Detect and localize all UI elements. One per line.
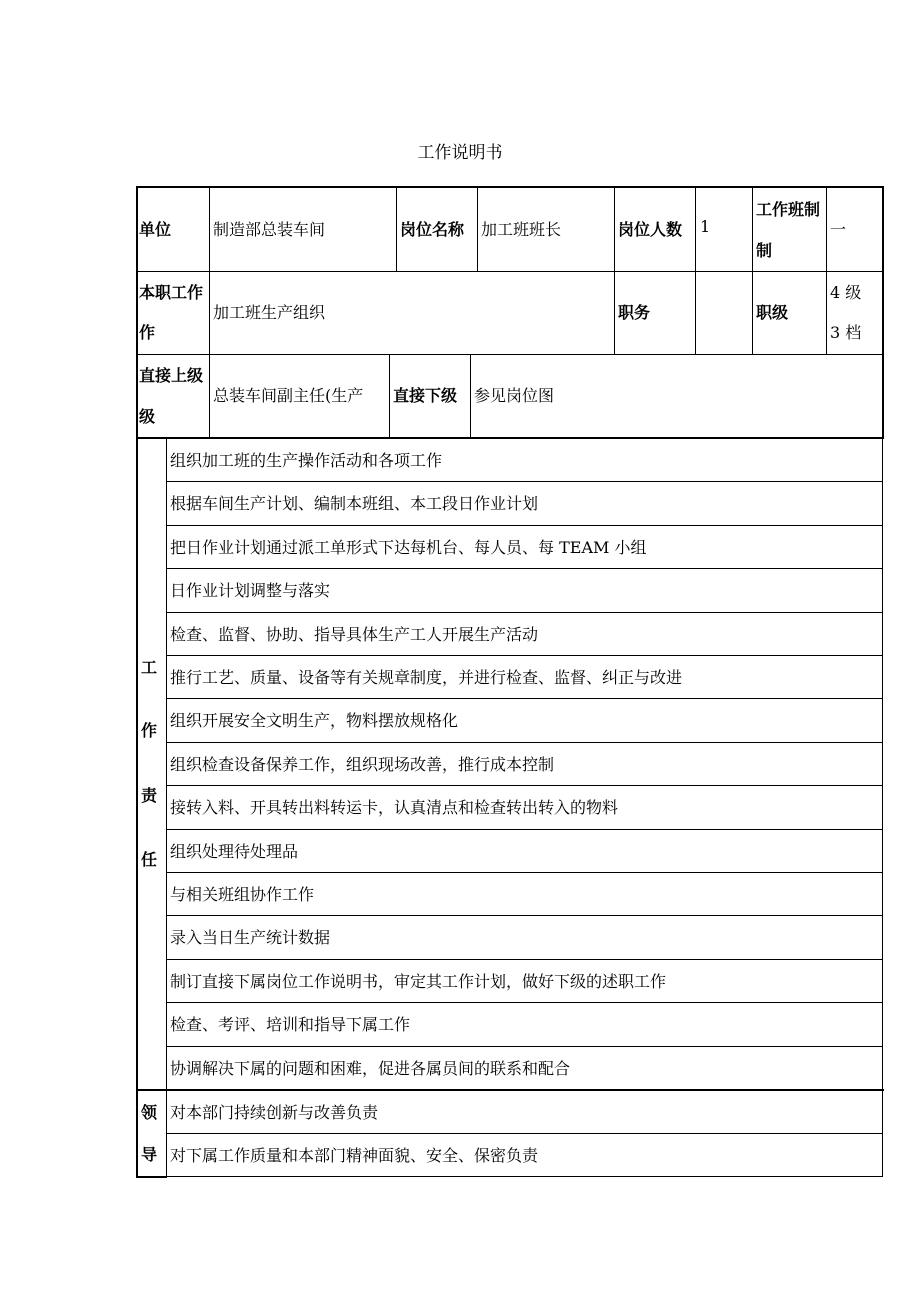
responsibility-text: 组织开展安全文明生产，物料摆放规格化 bbox=[170, 711, 459, 730]
superior-label: 直接上级 bbox=[139, 366, 204, 385]
row-divider bbox=[167, 872, 883, 873]
responsibility-item bbox=[166, 785, 882, 828]
responsibility-text: 把日作业计划通过派工单形式下达每机台、每人员、每 TEAM 小组 bbox=[170, 538, 647, 557]
position-name-value: 加工班班长 bbox=[481, 220, 562, 239]
row-divider bbox=[167, 915, 883, 916]
shift-label: 工作班制 bbox=[756, 200, 821, 219]
grade-value-tier: 3 档 bbox=[830, 323, 862, 342]
responsibility-item bbox=[166, 1002, 882, 1045]
responsibility-text: 录入当日生产统计数据 bbox=[170, 928, 331, 947]
row-divider bbox=[167, 698, 883, 699]
unit-value: 制造部总装车间 bbox=[213, 220, 326, 239]
duty-label: 本职工作 bbox=[139, 283, 204, 302]
responsibility-text: 检查、考评、培训和指导下属工作 bbox=[170, 1015, 411, 1034]
row-divider bbox=[167, 1046, 883, 1047]
unit-label: 单位 bbox=[139, 220, 172, 239]
responsibility-item bbox=[166, 698, 882, 741]
leadership-item bbox=[166, 1133, 882, 1176]
row-divider bbox=[167, 525, 883, 526]
responsibility-text: 制订直接下属岗位工作说明书，审定其工作计划，做好下级的述职工作 bbox=[170, 972, 667, 991]
responsibility-item bbox=[166, 612, 882, 655]
subordinate-label: 直接下级 bbox=[393, 386, 458, 405]
responsibility-text: 推行工艺、质量、设备等有关规章制度，并进行检查、监督、纠正与改进 bbox=[170, 668, 683, 687]
row-divider bbox=[167, 785, 883, 786]
responsibility-text: 组织处理待处理品 bbox=[170, 842, 299, 861]
responsibility-item bbox=[166, 1046, 882, 1089]
responsibility-text: 日作业计划调整与落实 bbox=[170, 581, 331, 600]
shift-label-wrap: 制 bbox=[756, 241, 773, 260]
leadership-item bbox=[166, 1090, 882, 1133]
row-divider bbox=[167, 829, 883, 830]
row-divider bbox=[167, 481, 883, 482]
grade-value-level: 4 级 bbox=[830, 283, 862, 302]
shift-value: 一 bbox=[830, 220, 847, 239]
leadership-text: 对下属工作质量和本部门精神面貌、安全、保密负责 bbox=[170, 1146, 539, 1165]
responsibility-item bbox=[166, 525, 882, 568]
responsibility-text: 接转入料、开具转出料转运卡，认真清点和检查转出转入的物料 bbox=[170, 798, 619, 817]
responsibility-text: 组织加工班的生产操作活动和各项工作 bbox=[170, 451, 443, 470]
responsibility-text: 组织检查设备保养工作，组织现场改善，推行成本控制 bbox=[170, 755, 555, 774]
resp-label-char: 工 bbox=[141, 658, 158, 677]
post-label: 职务 bbox=[618, 303, 651, 322]
leadership-text: 对本部门持续创新与改善负责 bbox=[170, 1103, 379, 1122]
headcount-value: 1 bbox=[700, 217, 711, 236]
row-divider bbox=[167, 742, 883, 743]
lead-label-char: 导 bbox=[141, 1145, 158, 1164]
responsibility-item bbox=[166, 742, 882, 785]
row-divider bbox=[167, 612, 883, 613]
responsibility-text: 与相关班组协作工作 bbox=[170, 885, 315, 904]
duty-value: 加工班生产组织 bbox=[213, 303, 326, 322]
grade-label: 职级 bbox=[756, 303, 789, 322]
responsibility-item bbox=[166, 481, 882, 524]
responsibility-item bbox=[166, 959, 882, 1002]
duty-label-wrap: 作 bbox=[139, 323, 156, 342]
position-name-label: 岗位名称 bbox=[400, 220, 465, 239]
resp-label-char: 任 bbox=[141, 850, 158, 869]
responsibility-item bbox=[166, 568, 882, 611]
lead-label-char: 领 bbox=[141, 1103, 158, 1122]
page-title: 工作说明书 bbox=[417, 143, 503, 163]
responsibility-item bbox=[166, 655, 882, 698]
responsibility-text: 根据车间生产计划、编制本班组、本工段日作业计划 bbox=[170, 494, 539, 513]
subordinate-value: 参见岗位图 bbox=[474, 386, 555, 405]
responsibility-item bbox=[166, 915, 882, 958]
responsibility-item bbox=[166, 872, 882, 915]
superior-label-wrap: 级 bbox=[139, 407, 156, 426]
responsibility-text: 检查、监督、协助、指导具体生产工人开展生产活动 bbox=[170, 625, 539, 644]
resp-label-char: 作 bbox=[141, 721, 158, 740]
responsibility-text: 协调解决下属的问题和困难，促进各属员间的联系和配合 bbox=[170, 1059, 571, 1078]
row-divider bbox=[167, 1002, 883, 1003]
headcount-label: 岗位人数 bbox=[618, 220, 683, 239]
row-divider bbox=[167, 568, 883, 569]
row-divider bbox=[167, 655, 883, 656]
superior-value: 总装车间副主任(生产 bbox=[213, 386, 364, 405]
row-divider bbox=[167, 959, 883, 960]
resp-label-char: 责 bbox=[141, 786, 158, 805]
responsibility-item bbox=[166, 438, 882, 481]
responsibility-item bbox=[166, 829, 882, 872]
